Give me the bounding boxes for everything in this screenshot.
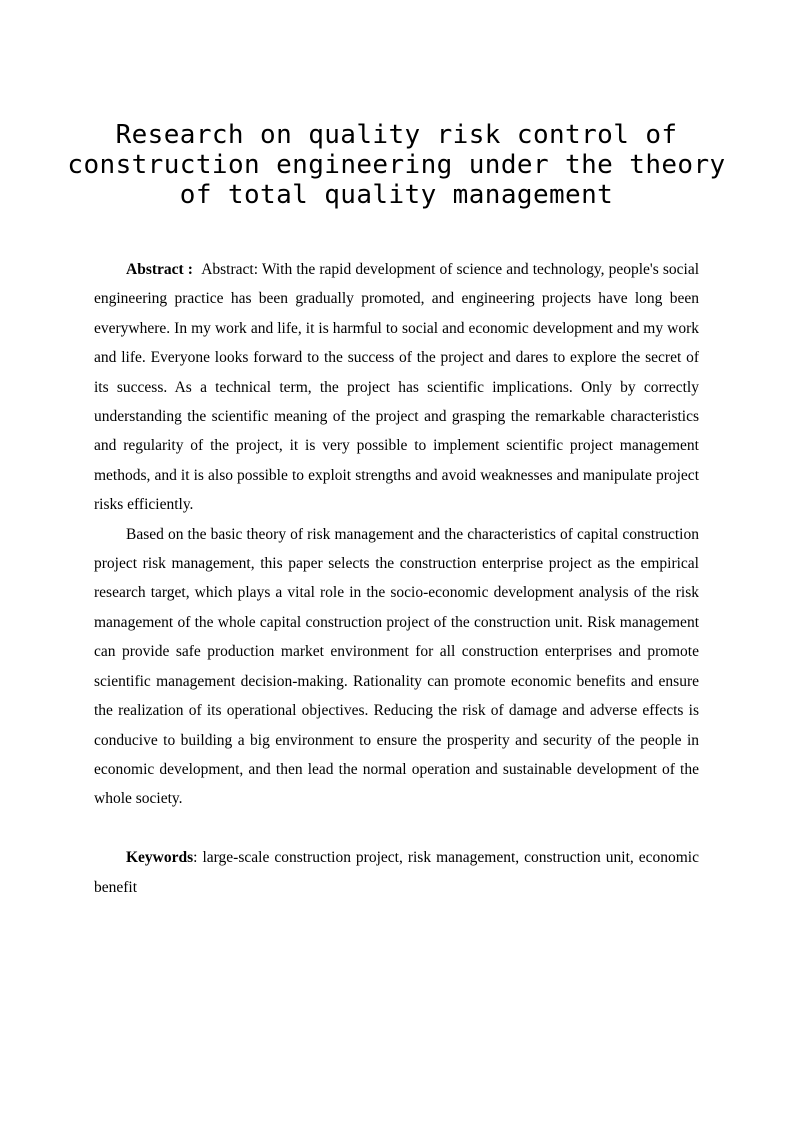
abstract-paragraph-2: Based on the basic theory of risk management and the characteristics of capital construction project risk management, this paper selects the construction enterprise project as the empirical research target, which plays a vital role in the socio-economic development analysis of the risk management of the whole capital construction project of the construction unit. Risk management can provide safe production market environment for all construction enterprises and promote scientific management decision-making. Rationality can promote economic benefits and ensure the realization of its operational objectives. Reducing the risk of damage and adverse effects is conducive to building a big environment to ensure the prosperity and security of the people in economic development, and then lead the normal operation and sustainable development of the whole society.: [94, 525, 699, 808]
keywords-separator: :: [193, 849, 198, 867]
paper-title: Research on quality risk control of construction engineering under the theory of total quality management: [67, 120, 726, 210]
abstract-label: Abstract :: [126, 261, 193, 278]
abstract-paragraph-1: [94, 255, 699, 520]
abstract-text: Abstract: With the rapid development of science and technology, people's social engineering practice has been gradually promoted, and engineering projects have long been everywhere. In my work and life, it is harmful to social and economic development and my work and life. Everyone looks forward to the success of the project and dares to explore the secret of its success. As a technical term, the project has scientific implications. Only by correctly understanding the scientific meaning of the project and grasping the remarkable characteristics and regularity of the project, it is very possible to implement scientific project management methods, and it is also possible to exploit strengths and avoid weaknesses and manipulate project risks efficiently.: [94, 261, 699, 514]
abstract-section: [94, 255, 699, 902]
keywords-label: Keywords: [126, 849, 194, 867]
keywords-text: large-scale construction project, risk management, construction unit, economic benefit: [94, 849, 699, 896]
keywords-paragraph: [94, 843, 699, 902]
